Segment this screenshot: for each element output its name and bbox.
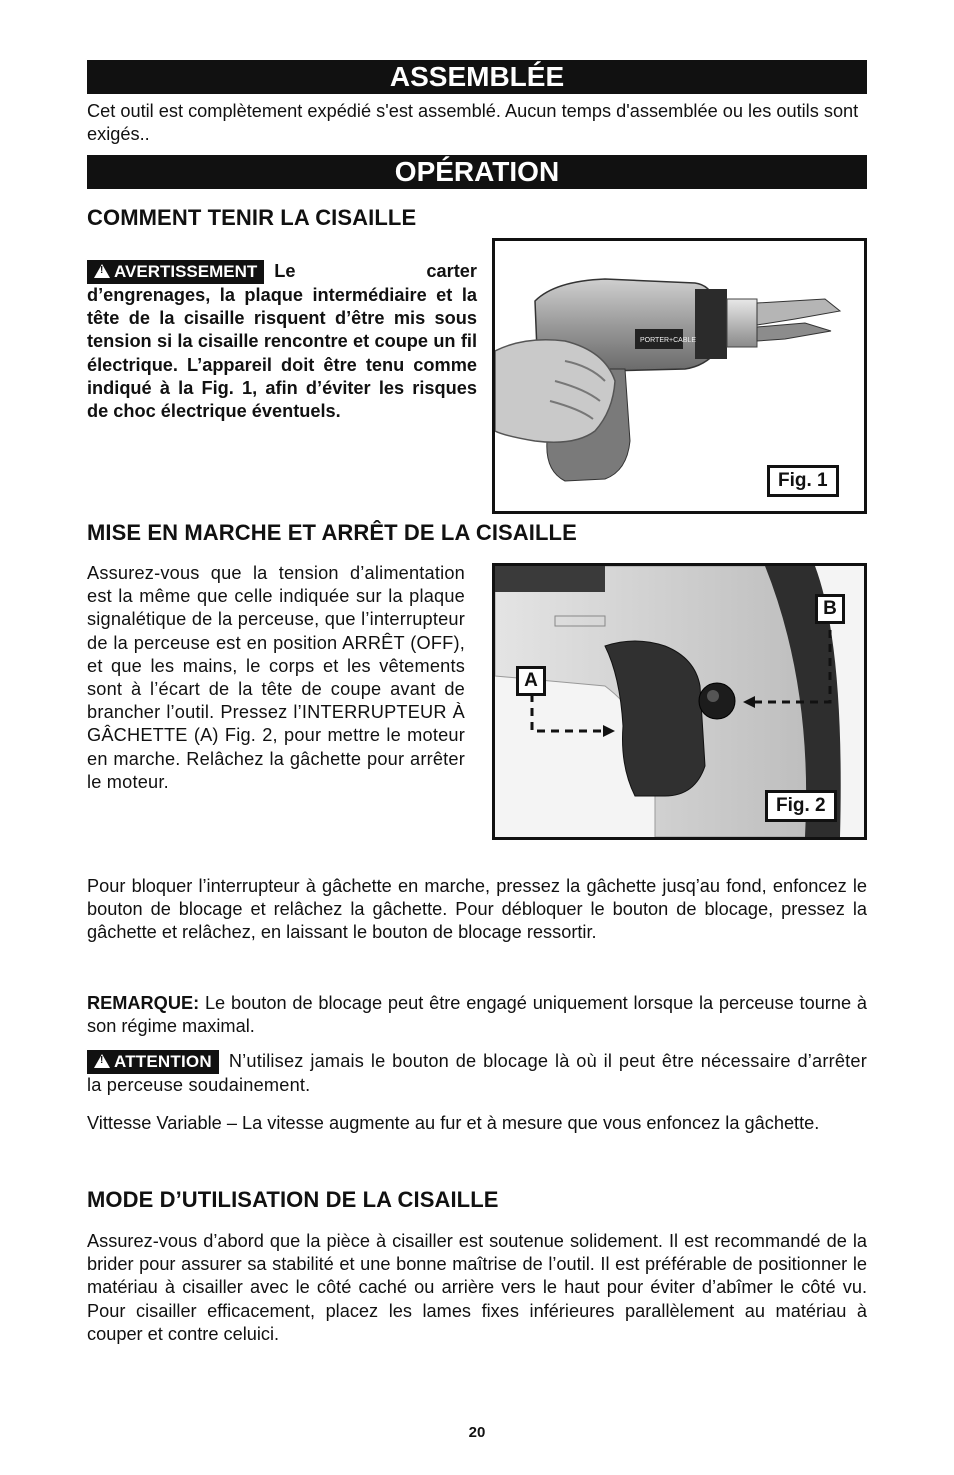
page-number: 20 xyxy=(468,1424,486,1441)
assembly-text: Cet outil est complètement expédié s'est assemblé. Aucun temps d'assemblée ou les outils sont exigés.. xyxy=(87,101,859,145)
note-text: Le bouton de blocage peut être engagé uniquement lorsque la perceuse tourne à son régime maximal. xyxy=(87,993,867,1037)
usage-text: Assurez-vous d’abord que la pièce à cisailler est soutenue solidement. Il est recommandé de la brider pour assurer sa stabilité et une bonne maîtrise de l’outil. Il est préférable de positionner le matériau à cisailler avec le côté caché ou arrière vers le haut pour éviter d’abîmer le côté vu. Pour cisailler efficacement, placez les lames fixes inférieures parallèlement au matériau à couper et contre celuici. xyxy=(87,1231,867,1344)
callout-b: B xyxy=(815,594,845,624)
figure-2 xyxy=(492,563,867,840)
assembly-heading: ASSEMBLÉE xyxy=(87,60,867,94)
holding-warning-text: Le carter d’engrenages, la plaque intermédiaire et la tête de la cisaille risquent d’être mis sous tension si la cisaille rencontre et coupe un fil électrique. L’appareil doit être tenu comme indiqué à la Fig. 1, afin d’éviter les risques de choc électrique éventuels. xyxy=(87,261,477,422)
callout-a: A xyxy=(516,666,546,696)
holding-warning xyxy=(87,260,477,423)
caution-paragraph xyxy=(87,1050,867,1097)
figure-1-label: Fig. 1 xyxy=(767,465,839,497)
operation-heading: OPÉRATION xyxy=(87,155,867,189)
variable-speed-text: Vittesse Variable – La vitesse augmente au fur et à mesure que vous enfoncez la gâchette. xyxy=(87,1113,820,1133)
note-paragraph xyxy=(87,992,867,1038)
holding-heading: COMMENT TENIR LA CISAILLE xyxy=(87,205,417,230)
caution-text: N’utilisez jamais le bouton de blocage là où il peut être nécessaire d’arrêter la perceuse soudainement. xyxy=(87,1051,867,1095)
warning-icon xyxy=(94,264,110,278)
usage-heading: MODE D’UTILISATION DE LA CISAILLE xyxy=(87,1187,499,1212)
note-label: REMARQUE: xyxy=(87,993,200,1013)
lock-text: Pour bloquer l’interrupteur à gâchette en marche, pressez la gâchette jusq’au fond, enfoncez le bouton de blocage et relâchez la gâchette. Pour débloquer le bouton de blocage, pressez la gâchette et relâchez, en laissant le bouton de blocage ressortir. xyxy=(87,876,867,943)
figure-1 xyxy=(492,238,867,514)
onoff-heading: MISE EN MARCHE ET ARRÊT DE LA CISAILLE xyxy=(87,520,577,545)
caution-icon xyxy=(94,1054,110,1068)
svg-text:PORTER+CABLE: PORTER+CABLE xyxy=(640,337,697,344)
caution-badge: !ATTENTION xyxy=(87,1050,219,1074)
figure-2-label: Fig. 2 xyxy=(765,790,837,822)
onoff-text: Assurez-vous que la tension d’alimentation est la même que celle indiquée sur la plaque signalétique de la perceuse, que l’interrupteur de la perceuse est en position ARRÊT (OFF), et que les mains, le corps et les vêtements sont à l’écart de la tête de coupe avant de brancher l’outil. Pressez l’INTERRUPTEUR À GÂCHETTE (A) Fig. 2, pour mettre le moteur en marche. Relâchez la gâchette pour arrêter le moteur. xyxy=(87,563,465,792)
warning-badge: !AVERTISSEMENT xyxy=(87,260,264,284)
